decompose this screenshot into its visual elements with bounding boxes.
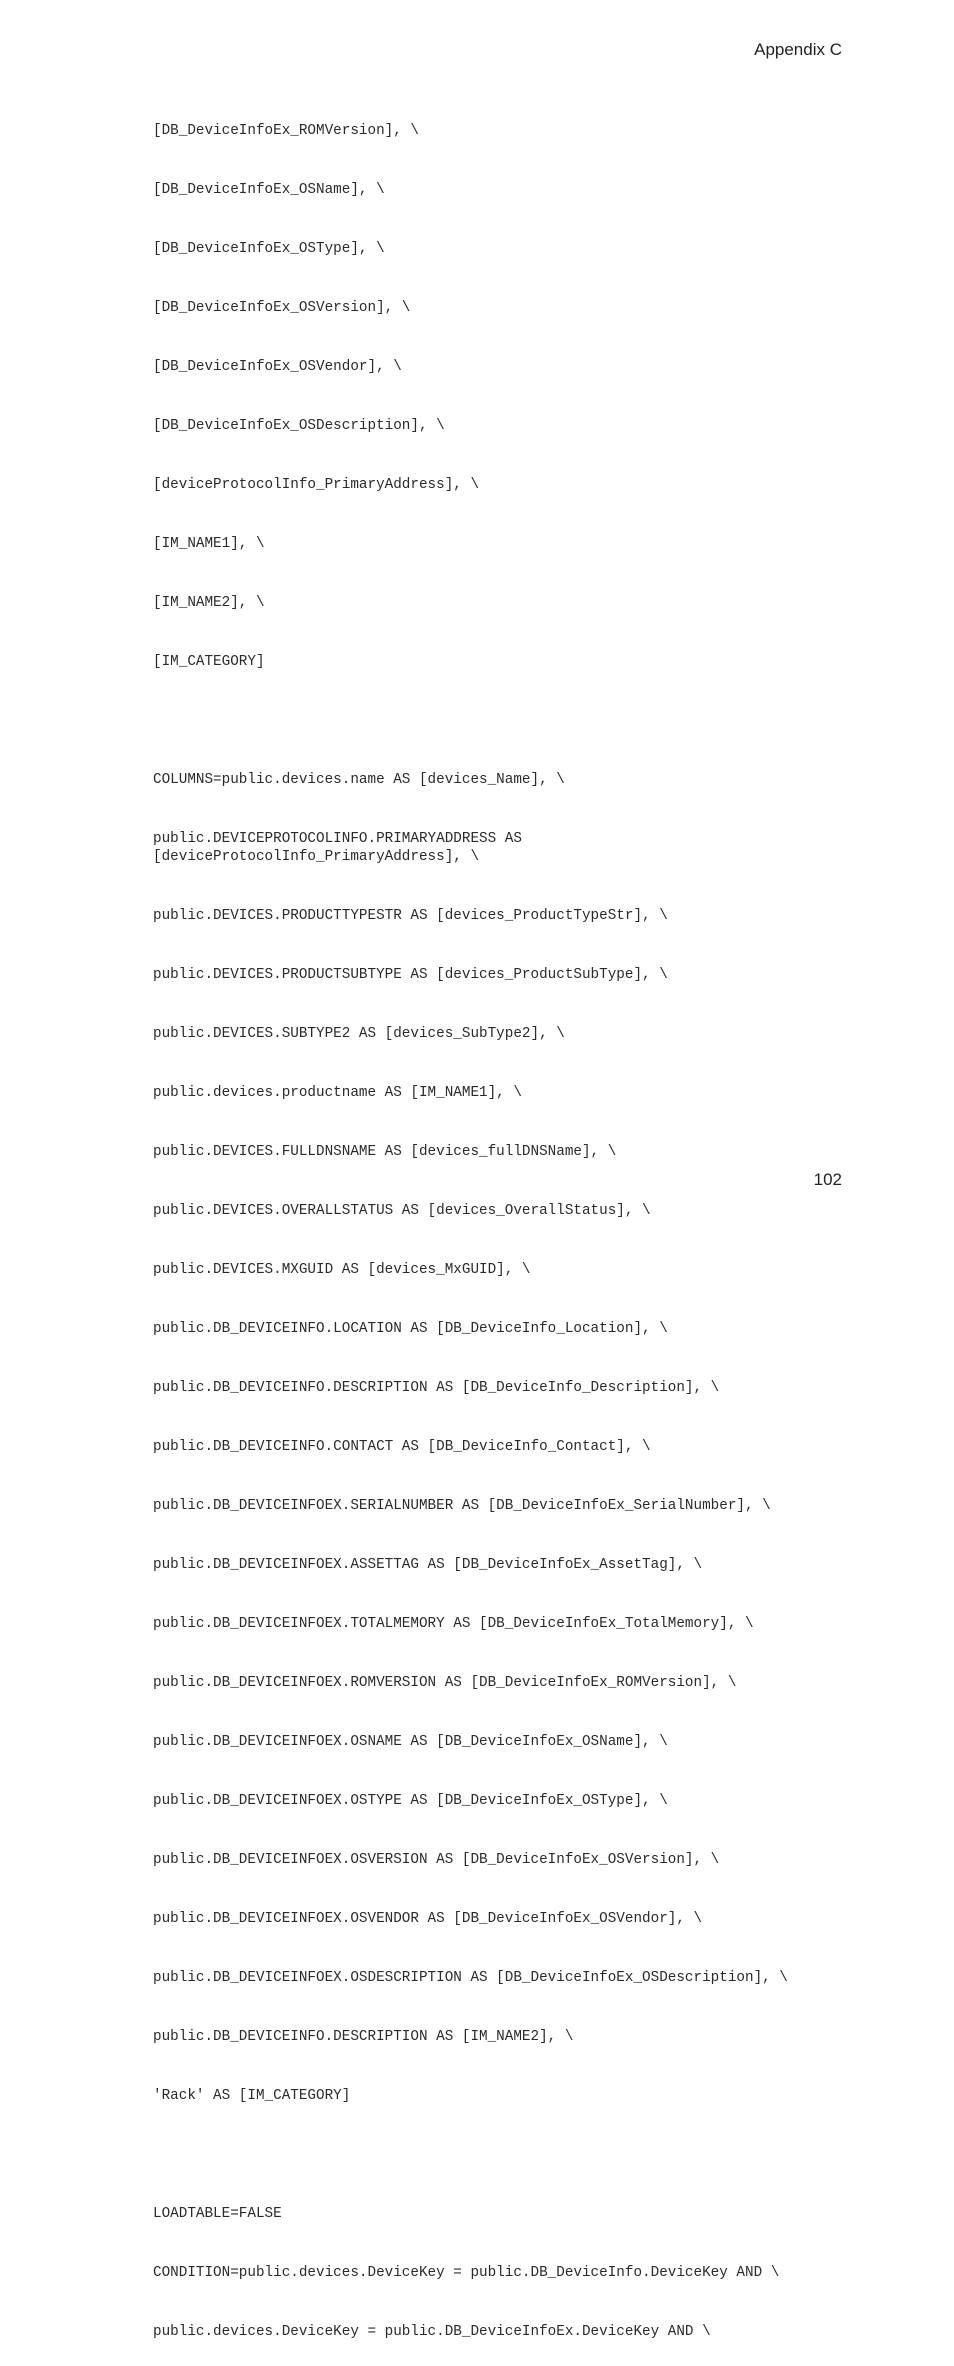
code-line: [DB_DeviceInfoEx_OSName], \ xyxy=(153,182,385,198)
code-line: public.devices.DeviceKey = public.DB_DeviceInfoEx.DeviceKey AND \ xyxy=(153,2324,711,2340)
code-line: public.DB_DEVICEINFOEX.ASSETTAG AS [DB_DeviceInfoEx_AssetTag], \ xyxy=(153,1557,703,1573)
code-line: [IM_CATEGORY] xyxy=(153,654,265,670)
code-line: [DB_DeviceInfoEx_OSVendor], \ xyxy=(153,359,402,375)
blank-line xyxy=(153,712,873,739)
code-line: [DB_DeviceInfoEx_OSDescription], \ xyxy=(153,418,445,434)
code-line: public.DB_DEVICEINFOEX.SERIALNUMBER AS [DB_DeviceInfoEx_SerialNumber], \ xyxy=(153,1498,771,1514)
code-line: public.DEVICES.PRODUCTSUBTYPE AS [devices_ProductSubType], \ xyxy=(153,967,668,983)
code-line: public.DEVICES.PRODUCTTYPESTR AS [devices_ProductTypeStr], \ xyxy=(153,908,668,924)
code-line: [IM_NAME2], \ xyxy=(153,595,265,611)
code-line: [DB_DeviceInfoEx_OSVersion], \ xyxy=(153,300,411,316)
page-header: Appendix C xyxy=(754,40,842,59)
code-line: public.DB_DEVICEINFOEX.OSVERSION AS [DB_DeviceInfoEx_OSVersion], \ xyxy=(153,1852,720,1868)
code-line: public.DB_DEVICEINFOEX.OSVENDOR AS [DB_DeviceInfoEx_OSVendor], \ xyxy=(153,1911,703,1927)
code-line: public.DB_DEVICEINFOEX.OSNAME AS [DB_DeviceInfoEx_OSName], \ xyxy=(153,1734,668,1750)
code-line: public.DEVICES.MXGUID AS [devices_MxGUID], \ xyxy=(153,1262,531,1278)
code-line: public.DEVICES.SUBTYPE2 AS [devices_SubType2], \ xyxy=(153,1026,565,1042)
code-line: public.DB_DEVICEINFOEX.OSDESCRIPTION AS [DB_DeviceInfoEx_OSDescription], \ xyxy=(153,1970,788,1986)
code-line: [deviceProtocolInfo_PrimaryAddress], \ xyxy=(153,477,480,493)
code-line: public.DB_DEVICEINFOEX.TOTALMEMORY AS [DB_DeviceInfoEx_TotalMemory], \ xyxy=(153,1616,754,1632)
code-line: 'Rack' AS [IM_CATEGORY] xyxy=(153,2088,351,2104)
code-line: public.DB_DEVICEINFO.DESCRIPTION AS [IM_NAME2], \ xyxy=(153,2029,574,2045)
code-line: COLUMNS=public.devices.name AS [devices_Name], \ xyxy=(153,772,565,788)
code-line: public.DEVICES.FULLDNSNAME AS [devices_fullDNSName], \ xyxy=(153,1144,617,1160)
code-line: public.DB_DEVICEINFOEX.ROMVERSION AS [DB_DeviceInfoEx_ROMVersion], \ xyxy=(153,1675,737,1691)
code-line: [DB_DeviceInfoEx_OSType], \ xyxy=(153,241,385,257)
code-line: public.DB_DEVICEINFO.DESCRIPTION AS [DB_DeviceInfo_Description], \ xyxy=(153,1380,720,1396)
code-line: public.DEVICES.OVERALLSTATUS AS [devices_OverallStatus], \ xyxy=(153,1203,651,1219)
code-line: public.DB_DEVICEINFO.CONTACT AS [DB_DeviceInfo_Contact], \ xyxy=(153,1439,651,1455)
code-line: public.devices.productname AS [IM_NAME1], \ xyxy=(153,1085,522,1101)
blank-line xyxy=(153,2146,873,2173)
code-line: CONDITION=public.devices.DeviceKey = public.DB_DeviceInfo.DeviceKey AND \ xyxy=(153,2265,780,2281)
code-line: public.DEVICEPROTOCOLINFO.PRIMARYADDRESS AS [deviceProtocolInfo_PrimaryAddress], \ xyxy=(153,831,522,865)
code-line: [DB_DeviceInfoEx_ROMVersion], \ xyxy=(153,123,419,139)
code-line: public.DB_DEVICEINFOEX.OSTYPE AS [DB_DeviceInfoEx_OSType], \ xyxy=(153,1793,668,1809)
code-line: [IM_NAME1], \ xyxy=(153,536,265,552)
code-line: public.DB_DEVICEINFO.LOCATION AS [DB_DeviceInfo_Location], \ xyxy=(153,1321,668,1337)
page-number: 102 xyxy=(813,1170,842,1189)
code-line: LOADTABLE=FALSE xyxy=(153,2206,282,2222)
code-block xyxy=(153,90,873,2366)
